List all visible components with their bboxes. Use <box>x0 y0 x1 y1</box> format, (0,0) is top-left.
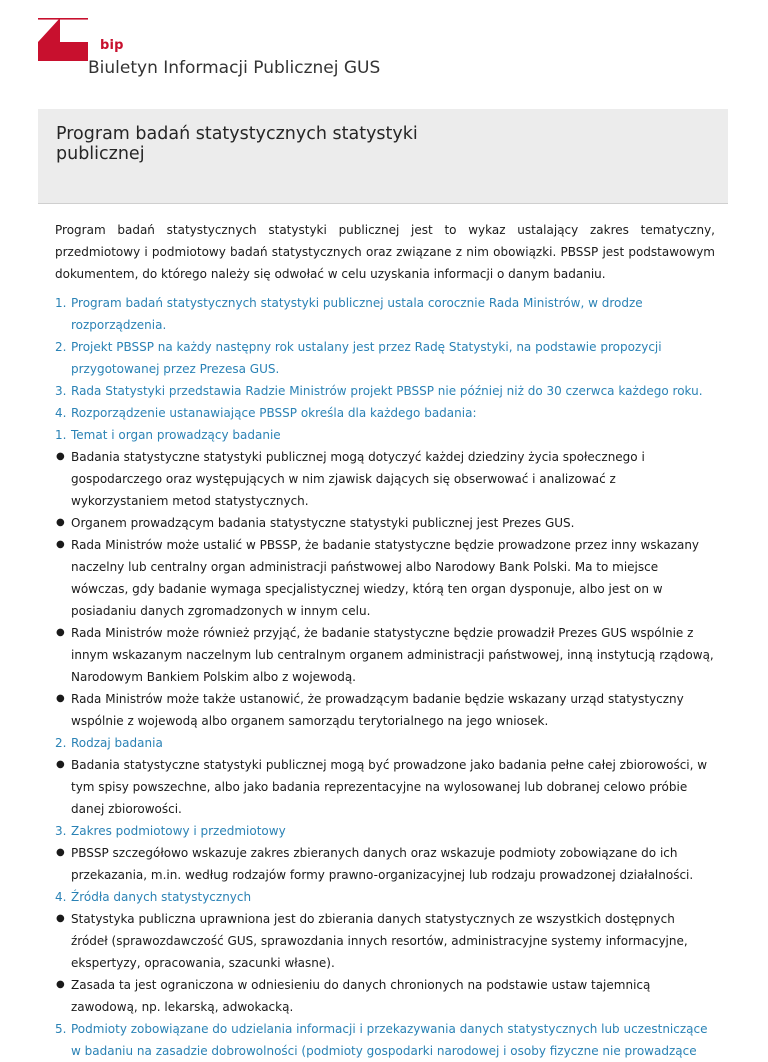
bullet-marker: ● <box>56 759 65 770</box>
bullet-marker: ● <box>56 913 65 924</box>
item-text: Rada Ministrów może także ustanowić, że prowadzącym badanie będzie wskazany urząd statystyczny wspólnie z wojewodą albo organem samorządu terytorialnego na jego wniosek. <box>71 692 684 728</box>
numbered-item[interactable] <box>55 424 715 446</box>
page-title-banner <box>38 109 728 204</box>
bullet-item <box>55 622 715 688</box>
item-text: Organem prowadzącym badania statystyczne statystyki publicznej jest Prezes GUS. <box>71 516 575 530</box>
item-text: Badania statystyczne statystyki publicznej mogą dotyczyć każdej dziedziny życia społecznego i gospodarczego oraz występujących w nim zjawisk dających się obserwować i analizować z wykorzystaniem metod statystycznych. <box>71 450 645 508</box>
bullet-marker: ● <box>56 517 65 528</box>
numbered-item[interactable] <box>55 402 715 424</box>
numbered-item[interactable] <box>55 820 715 842</box>
item-number: 2. <box>55 340 67 354</box>
numbered-item[interactable] <box>55 1018 715 1062</box>
item-text: Rada Ministrów może ustalić w PBSSP, że badanie statystyczne będzie prowadzone przez inny wskazany naczelny lub centralny organ administracji państwowej albo Narodowy Bank Polski. Ma to miejsce wówczas, gdy badanie wymaga specjalistycznej wiedzy, którą ten organ dysponuje, albo jest on w posiadaniu danych zgromadzonych w innym celu. <box>71 538 700 618</box>
bullet-item <box>55 534 715 622</box>
item-text: Źródła danych statystycznych <box>71 890 252 904</box>
bullet-marker: ● <box>56 979 65 990</box>
item-number: 3. <box>55 384 67 398</box>
item-number: 2. <box>55 736 67 750</box>
item-number: 1. <box>55 296 67 310</box>
item-text: Statystyka publiczna uprawniona jest do zbierania danych statystycznych ze wszystkich dostępnych źródeł (sprawozdawczość GUS, sprawozdania innych resortów, administracyjne systemy informacyjne, ekspertyzy, opracowania, szacunki własne). <box>71 912 688 970</box>
numbered-item[interactable] <box>55 886 715 908</box>
item-text: Badania statystyczne statystyki publicznej mogą być prowadzone jako badania pełne całej zbiorowości, w tym spisy powszechne, albo jako badania reprezentacyjne na wylosowanej lub dobranej celowo próbie danej zbiorowości. <box>71 758 708 816</box>
item-text: Program badań statystycznych statystyki publicznej ustala corocznie Rada Ministrów, w drodze rozporządzenia. <box>71 296 643 332</box>
item-text: Podmioty zobowiązane do udzielania informacji i przekazywania danych statystycznych lub uczestniczące w badaniu na zasadzie dobrowolności (podmioty gospodarki narodowej i osoby fizyczne nie prowadzące <box>71 1022 708 1058</box>
content-list <box>55 292 715 1062</box>
site-title[interactable]: Biuletyn Informacji Publicznej GUS <box>88 58 381 78</box>
item-text: Temat i organ prowadzący badanie <box>71 428 281 442</box>
item-text: Zasada ta jest ograniczona w odniesieniu do danych chronionych na podstawie ustaw tajemnicą zawodową, np. lekarską, adwokacką. <box>71 978 651 1014</box>
bullet-item <box>55 446 715 512</box>
bullet-marker: ● <box>56 539 65 550</box>
item-text: PBSSP szczegółowo wskazuje zakres zbieranych danych oraz wskazuje podmioty zobowiązane do ich przekazania, m.in. według rodzajów formy prawno-organizacyjnej lub rodzaju prowadzonej działalności. <box>71 846 694 882</box>
bip-logo[interactable] <box>38 18 124 62</box>
numbered-item[interactable] <box>55 732 715 754</box>
item-number: 4. <box>55 406 67 420</box>
bullet-item <box>55 908 715 974</box>
item-text: Rodzaj badania <box>71 736 163 750</box>
numbered-item[interactable] <box>55 292 715 336</box>
bullet-item <box>55 842 715 886</box>
item-text: Zakres podmiotowy i przedmiotowy <box>71 824 286 838</box>
item-text: Rada Ministrów może również przyjąć, że badanie statystyczne będzie prowadził Prezes GUS wspólnie z innym wskazanym naczelnym lub centralnym organem administracji państwowej, inną instytucją rządową, Narodowym Bankiem Polskim albo z wojewodą. <box>71 626 714 684</box>
bullet-item <box>55 512 715 534</box>
intro-paragraph: Program badań statystycznych statystyki publicznej jest to wykaz ustalający zakres tematyczny, przedmiotowy i podmiotowy badań statystycznych oraz związane z nim obowiązki. PBSSP jest podstawowym dokumentem, do którego należy się odwołać w celu uzyskania informacji o danym badaniu. <box>55 223 715 281</box>
item-text: Projekt PBSSP na każdy następny rok ustalany jest przez Radę Statystyki, na podstawie propozycji przygotowanej przez Prezesa GUS. <box>71 340 662 376</box>
page-title: Program badań statystycznych statystyki publicznej <box>56 124 418 164</box>
item-number: 3. <box>55 824 67 838</box>
numbered-item[interactable] <box>55 380 715 402</box>
bullet-marker: ● <box>56 627 65 638</box>
article-body <box>55 219 715 1062</box>
bullet-marker: ● <box>56 451 65 462</box>
item-text: Rozporządzenie ustanawiające PBSSP określa dla każdego badania: <box>71 406 477 420</box>
numbered-item[interactable] <box>55 336 715 380</box>
item-number: 5. <box>55 1022 67 1036</box>
bip-logo-graphic <box>38 18 88 62</box>
item-text: Rada Statystyki przedstawia Radzie Ministrów projekt PBSSP nie później niż do 30 czerwca każdego roku. <box>71 384 703 398</box>
bip-logo-text: bip <box>100 38 124 53</box>
item-number: 4. <box>55 890 67 904</box>
item-number: 1. <box>55 428 67 442</box>
bullet-item <box>55 688 715 732</box>
bullet-marker: ● <box>56 693 65 704</box>
bullet-item <box>55 974 715 1018</box>
bullet-marker: ● <box>56 847 65 858</box>
site-header <box>0 0 768 110</box>
bullet-item <box>55 754 715 820</box>
